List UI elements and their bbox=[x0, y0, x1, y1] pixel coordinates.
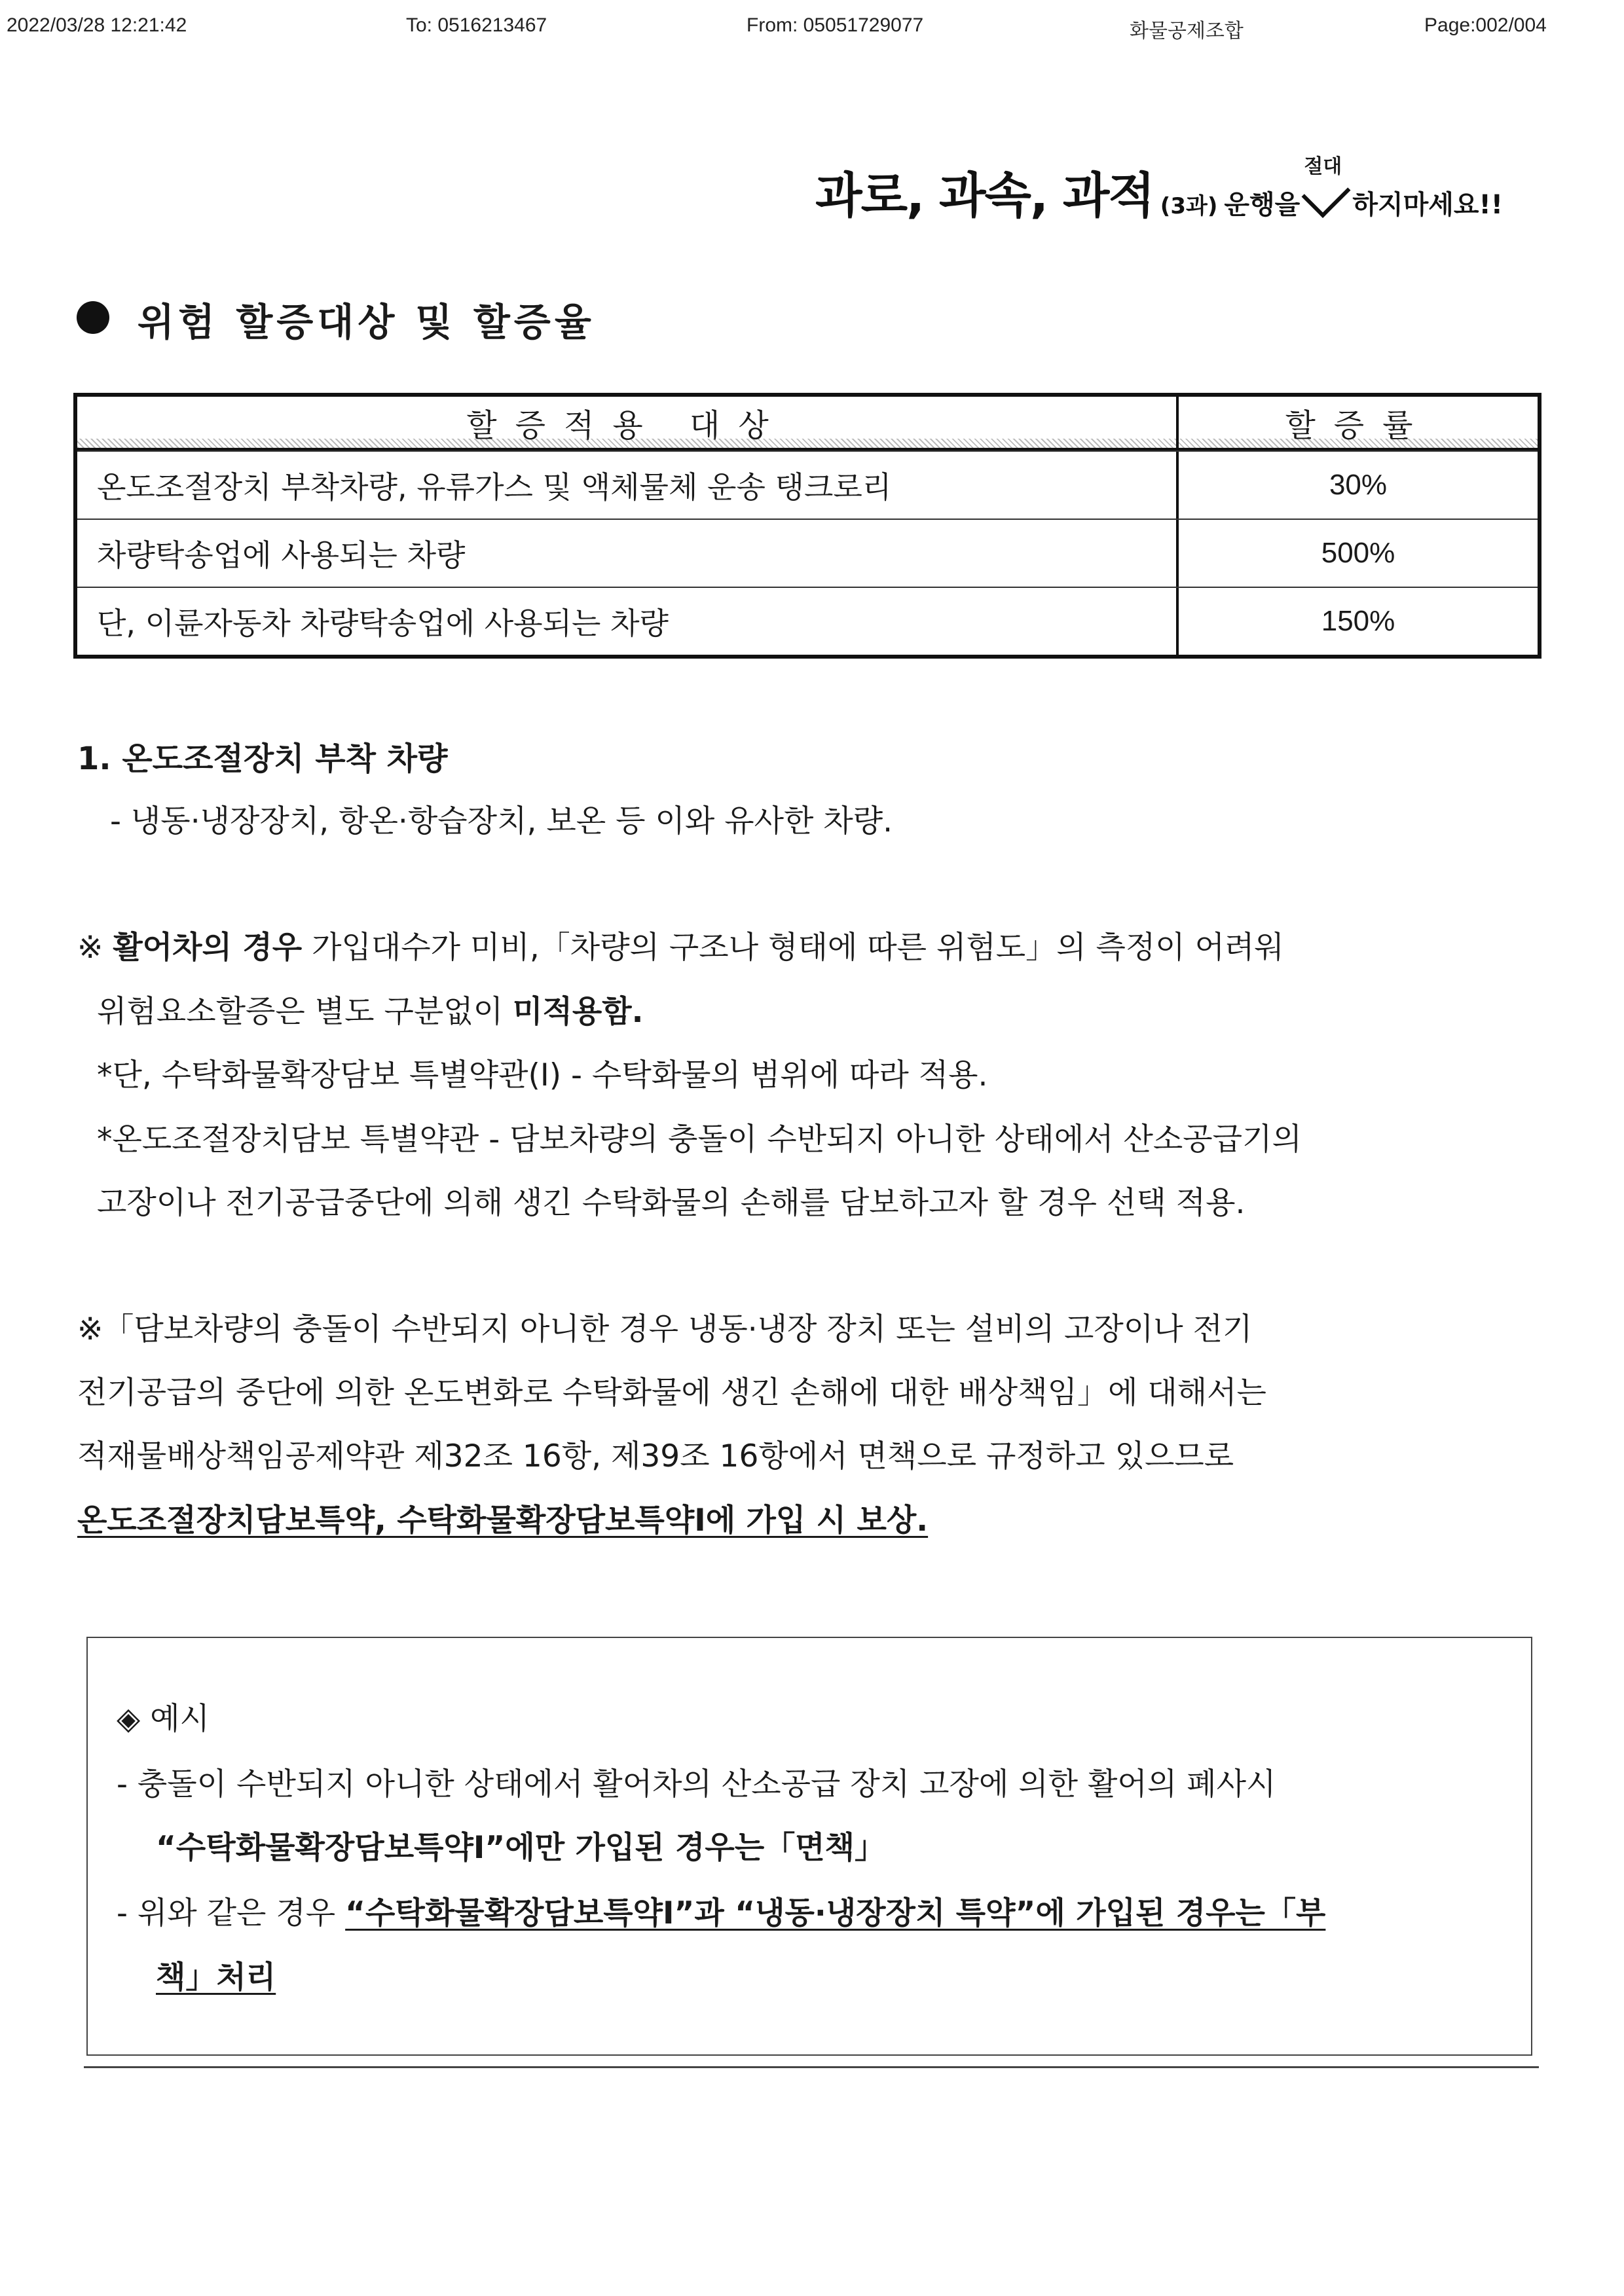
fax-datetime: 2022/03/28 12:21:42 bbox=[7, 14, 187, 36]
slogan-3gwa: (3과) bbox=[1160, 193, 1218, 219]
example-item2-line2: 책」처리 bbox=[156, 1959, 276, 1995]
section-title: 위험 할증대상 및 할증율 bbox=[138, 300, 595, 344]
row-target: 온도조절장치 부착차량, 유류가스 및 액체물체 운송 탱크로리 bbox=[77, 452, 1179, 519]
slogan-jeoldae-word: 절대 bbox=[1304, 155, 1342, 178]
example-item2-emph: “수탁화물확장담보특약Ⅰ”과 “냉동·냉장장치 특약”에 가입된 경우는「부 bbox=[345, 1895, 1326, 1931]
header-rate: 할증률 bbox=[1285, 407, 1431, 444]
slogan-jeoldae bbox=[1304, 155, 1346, 220]
slogan-operation: 운행을 bbox=[1224, 190, 1301, 220]
header-target: 할증적용 대상 bbox=[77, 397, 1179, 448]
example-item2-line1 bbox=[117, 1889, 1325, 1933]
row-rate: 150% bbox=[1321, 605, 1395, 637]
row-rate: 30% bbox=[1329, 469, 1388, 501]
slogan-end: 하지마세요!! bbox=[1352, 190, 1503, 220]
fax-sender: 화물공제조합 bbox=[1130, 20, 1244, 42]
example-title bbox=[117, 1694, 210, 1738]
note1-line1 bbox=[77, 923, 1284, 967]
slogan bbox=[815, 157, 1503, 227]
note2-line1: ※「담보차량의 충돌이 수반되지 아니한 경우 냉동·냉장 장치 또는 설비의 고장이나 전기 bbox=[77, 1311, 1253, 1347]
fax-from: From: 05051729077 bbox=[747, 14, 924, 36]
table-row bbox=[77, 587, 1538, 655]
table-row bbox=[77, 519, 1538, 587]
table-header-row bbox=[77, 397, 1538, 450]
note1-text-a: 가입대수가 미비,「차량의 구조나 형태에 따른 위험도」의 측정이 어려워 bbox=[302, 930, 1284, 966]
note-mark: ※ bbox=[77, 930, 103, 966]
note1-sub2-line2: 고장이나 전기공급중단에 의해 생긴 수탁화물의 손해를 담보하고자 할 경우 선택 적용. bbox=[97, 1185, 1246, 1221]
table-row bbox=[77, 450, 1538, 519]
note2-line3: 적재물배상책임공제약관 제32조 16항, 제39조 16항에서 면책으로 규정하고 있으므로 bbox=[77, 1438, 1234, 1474]
diamond-icon: ◈ bbox=[117, 1701, 141, 1737]
example-title-text: 예시 bbox=[150, 1701, 210, 1737]
note2-line2: 전기공급의 중단에 의한 온도변화로 수탁화물에 생긴 손해에 대한 배상책임」에 대해서는 bbox=[77, 1375, 1266, 1411]
row-rate: 500% bbox=[1321, 537, 1395, 569]
fax-page: Page:002/004 bbox=[1424, 14, 1547, 36]
example-item2-prefix: - 위와 같은 경우 bbox=[117, 1895, 346, 1931]
item1-desc: - 냉동·냉장장치, 항온·항습장치, 보온 등 이와 유사한 차량. bbox=[110, 803, 893, 839]
example-item1-line1: - 충돌이 수반되지 아니한 상태에서 활어차의 산소공급 장치 고장에 의한 활어의 폐사시 bbox=[117, 1766, 1276, 1802]
note1-bold-b: 미적용함. bbox=[513, 994, 644, 1030]
row-target: 차량탁송업에 사용되는 차량 bbox=[77, 520, 1179, 587]
bottom-divider bbox=[84, 2066, 1539, 2068]
fax-to: To: 0516213467 bbox=[406, 14, 547, 36]
note1-bold-a: 활어차의 경우 bbox=[113, 930, 303, 966]
note2-line4: 온도조절장치담보특약, 수탁화물확장담보특약Ⅰ에 가입 시 보상. bbox=[77, 1503, 929, 1539]
bullet-icon bbox=[77, 301, 109, 334]
item1-heading: 1. 온도조절장치 부착 차량 bbox=[77, 740, 448, 777]
row-target: 단, 이륜자동차 차량탁송업에 사용되는 차량 bbox=[77, 588, 1179, 655]
example-item1-line2: “수탁화물확장담보특약Ⅰ”에만 가입된 경우는「면책」 bbox=[156, 1830, 886, 1866]
note1-line2 bbox=[97, 987, 644, 1031]
note1-sub1: *단, 수탁화물확장담보 특별약관(I) - 수탁화물의 범위에 따라 적용. bbox=[97, 1057, 988, 1093]
note1-sub2-line1: *온도조절장치담보 특별약관 - 담보차량의 충돌이 수반되지 아니한 상태에서 산소공급기의 bbox=[97, 1121, 1302, 1157]
surcharge-table bbox=[73, 393, 1541, 659]
slogan-main: 과로, 과속, 과적 bbox=[815, 168, 1154, 224]
note1-text-b: 위험요소할증은 별도 구분없이 bbox=[97, 994, 513, 1030]
